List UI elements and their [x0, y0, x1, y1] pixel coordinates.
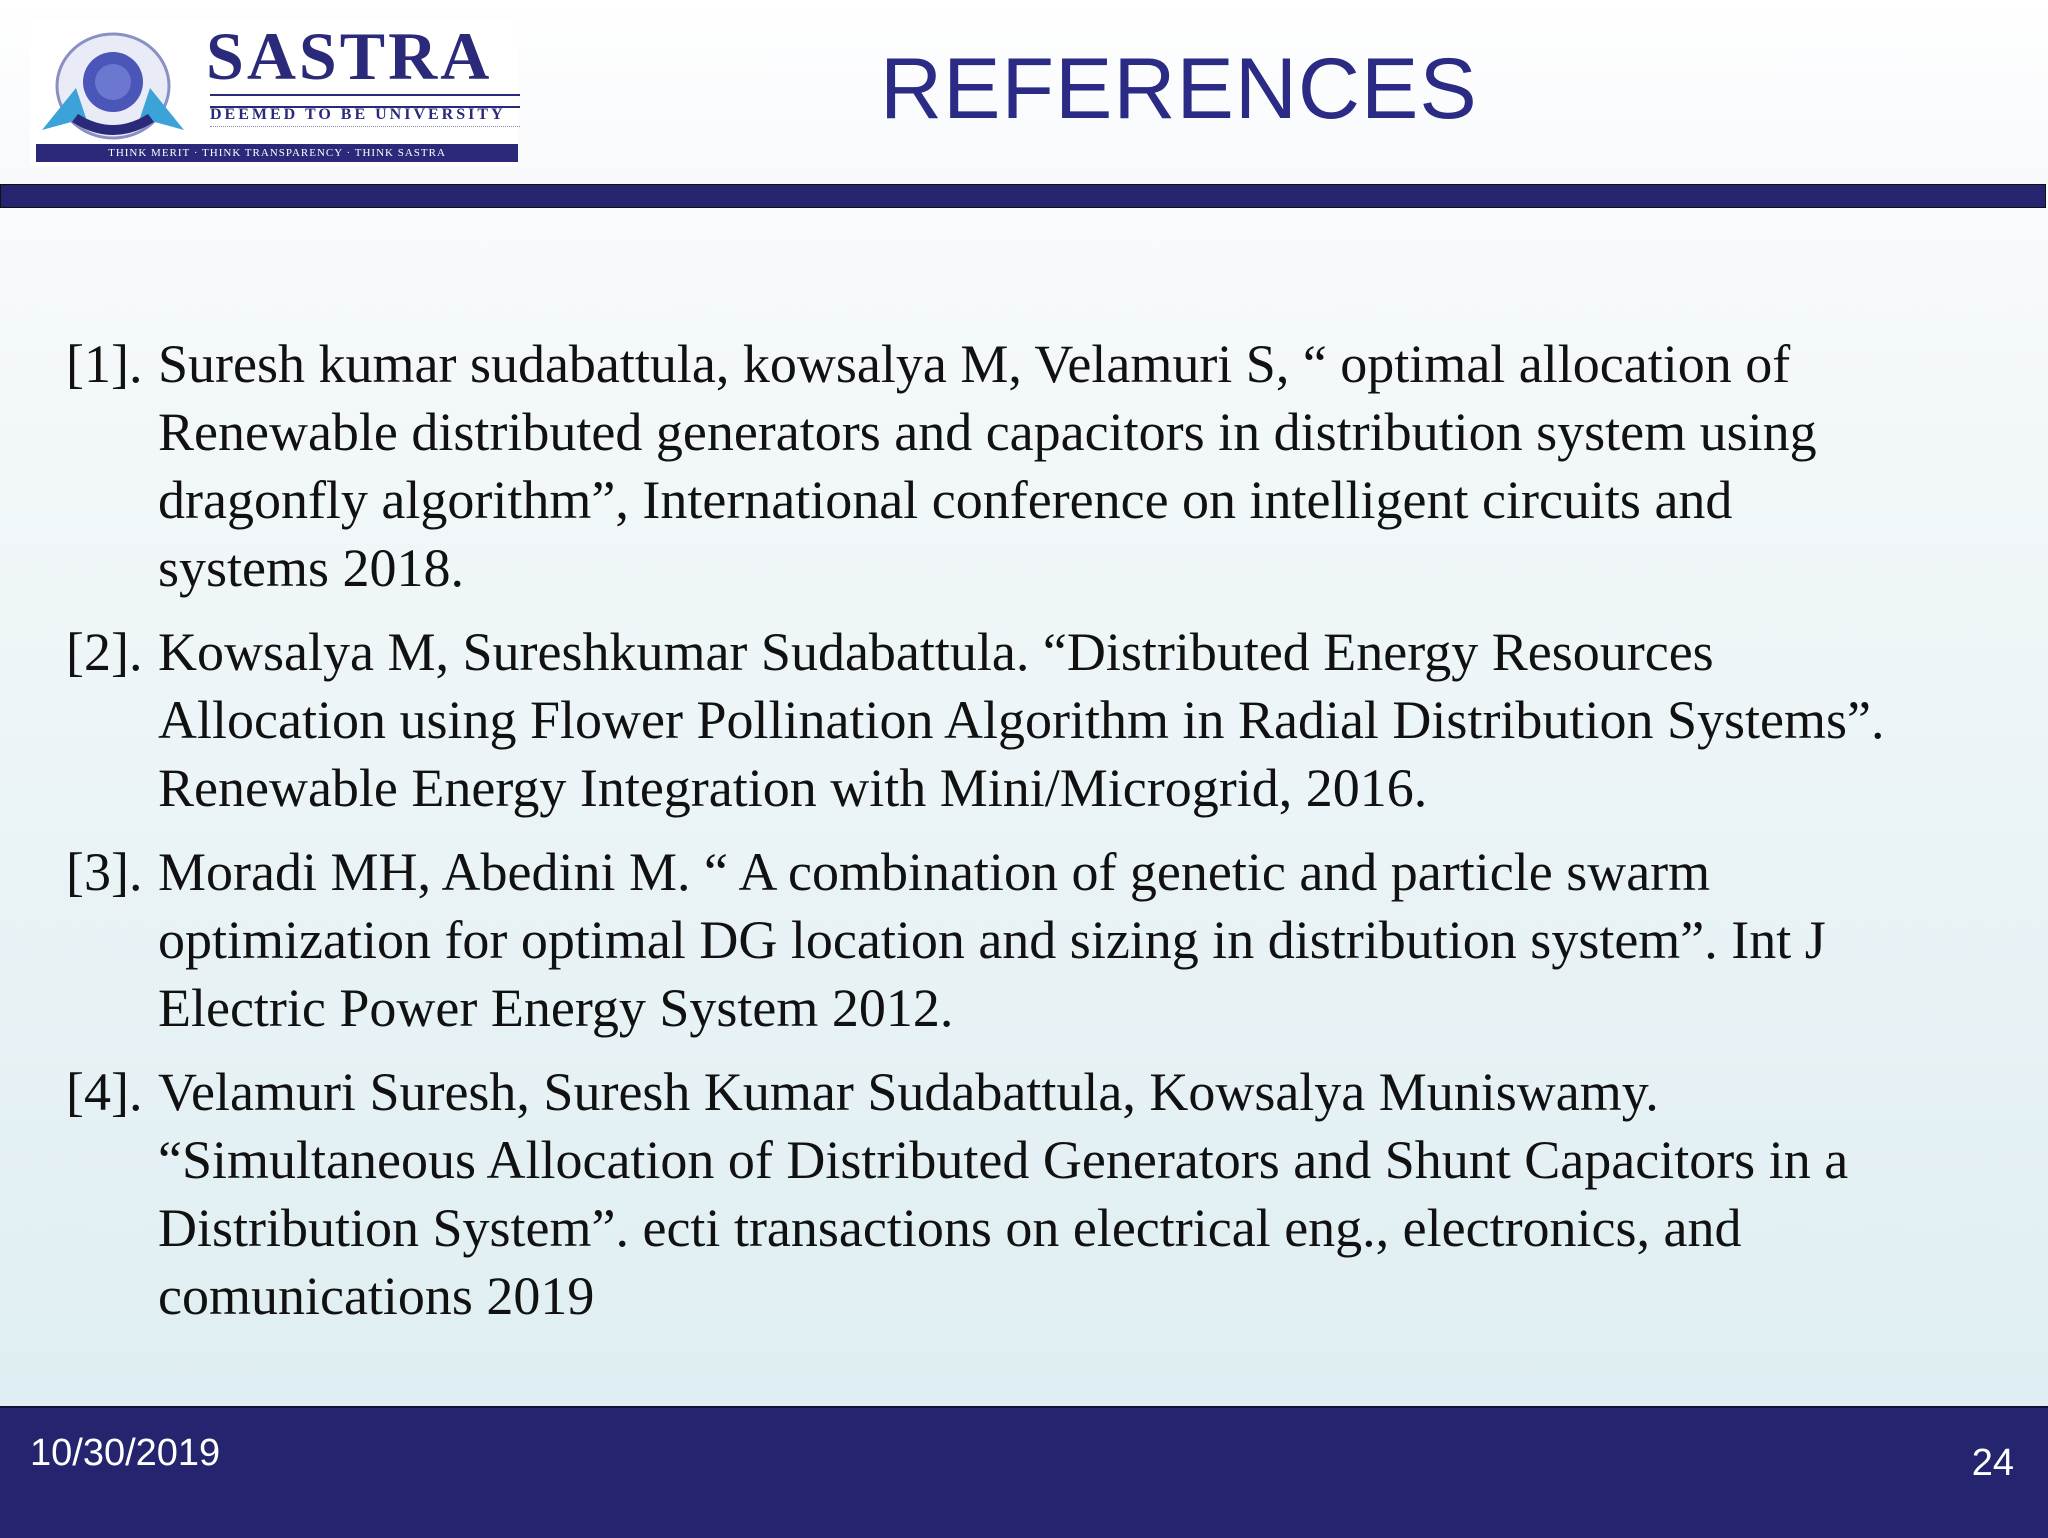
reference-line: Electric Power Energy System 2012. [158, 978, 954, 1038]
reference-line: optimization for optimal DG location and sizing in distribution system”. Int J [158, 910, 1826, 970]
logo-dotted-rule [210, 126, 520, 133]
page-number: 24 [1971, 1442, 2014, 1484]
reference-number: [4]. [66, 1062, 143, 1122]
reference-line: Renewable distributed generators and capacitors in distribution system using [158, 402, 1817, 462]
reference-item [66, 1058, 2006, 1330]
slide-header [0, 0, 2048, 184]
reference-line: Distribution System”. ecti transactions on electrical eng., electronics, and [158, 1198, 1742, 1258]
reference-item [66, 330, 2006, 602]
references-list [66, 330, 2006, 1346]
reference-item [66, 838, 2006, 1042]
reference-line: Velamuri Suresh, Suresh Kumar Sudabattula, Kowsalya Muniswamy. [158, 1062, 1659, 1122]
reference-line: Allocation using Flower Pollination Algorithm in Radial Distribution Systems”. [158, 690, 1885, 750]
reference-number: [1]. [66, 334, 143, 394]
reference-line: Suresh kumar sudabattula, kowsalya M, Velamuri S, “ optimal allocation of [158, 334, 1791, 394]
reference-line: dragonfly algorithm”, International conference on intelligent circuits and [158, 470, 1733, 530]
emblem-icon [36, 26, 190, 150]
reference-number: [3]. [66, 842, 143, 902]
logo-wordmark: SASTRA [206, 18, 493, 94]
reference-line: systems 2018. [158, 538, 465, 598]
slide-title: REFERENCES [880, 41, 1478, 137]
footer-date: 10/30/2019 [30, 1432, 221, 1474]
reference-line: Kowsalya M, Sureshkumar Sudabattula. “Distributed Energy Resources [158, 622, 1714, 682]
slide-footer [0, 1406, 2048, 1538]
university-logo [30, 20, 518, 166]
reference-item [66, 618, 2006, 822]
header-divider-bar [0, 184, 2046, 208]
reference-number: [2]. [66, 622, 143, 682]
reference-line: Renewable Energy Integration with Mini/Microgrid, 2016. [158, 758, 1428, 818]
logo-subtitle: DEEMED TO BE UNIVERSITY [210, 106, 506, 123]
reference-line: “Simultaneous Allocation of Distributed Generators and Shunt Capacitors in a [158, 1130, 1849, 1190]
reference-line: comunications 2019 [158, 1266, 595, 1326]
reference-line: Moradi MH, Abedini M. “ A combination of genetic and particle swarm [158, 842, 1711, 902]
logo-motto: THINK MERIT · THINK TRANSPARENCY · THINK SASTRA [36, 144, 518, 162]
